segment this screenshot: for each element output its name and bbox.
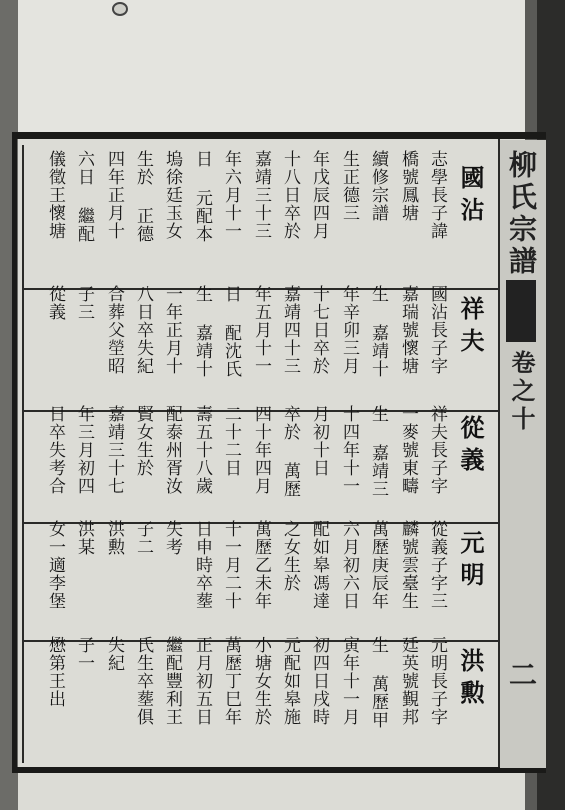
text-column: 四十年四月 <box>251 405 271 495</box>
text-column: 失紀 <box>104 636 124 672</box>
text-column: 配泰州胥汝 <box>162 405 182 495</box>
text-column: 國沾長子字 <box>427 285 447 375</box>
person-name: 洪勲 <box>456 648 485 712</box>
text-column: 氏生卒塟俱 <box>133 636 153 726</box>
text-column: 之女生於 <box>280 520 300 592</box>
text-column: 橋號鳳塘 <box>398 150 418 222</box>
text-column: 生正德三 <box>339 150 359 222</box>
text-column: 生 嘉靖三 <box>368 405 388 498</box>
spine-volume: 卷之十 <box>507 350 536 434</box>
text-column: 元配如皋施 <box>280 636 300 726</box>
text-column: 元明長子字 <box>427 636 447 726</box>
text-column: 生 嘉靖十 <box>368 285 388 378</box>
text-column: 從義 <box>45 285 65 321</box>
text-column: 續修宗譜 <box>368 150 388 222</box>
text-column: 十四年十一 <box>339 405 359 495</box>
spine-fishtail-mark <box>506 280 536 342</box>
person-name: 祥夫 <box>456 296 485 360</box>
frame-bottom-rule <box>12 767 546 773</box>
text-column: 年六月十一 <box>221 150 241 240</box>
person-name: 國沾 <box>456 165 485 229</box>
text-column: 十八日卒於 <box>280 150 300 240</box>
text-column: 日卒失考合 <box>45 405 65 495</box>
frame-left-rule <box>12 132 17 773</box>
text-column: 洪某 <box>74 520 94 556</box>
text-column: 合葬父塋昭 <box>104 285 124 375</box>
text-column: 日申時卒塟 <box>192 520 212 610</box>
text-column: 子三 <box>74 285 94 321</box>
text-column: 八日卒失紀 <box>133 285 153 375</box>
frame-top-rule <box>12 132 546 139</box>
text-column: 從義子字三 <box>427 520 447 610</box>
text-column: 月初十日 <box>309 405 329 477</box>
text-column: 萬歷庚辰年 <box>368 520 388 610</box>
text-column: 初四日戌時 <box>309 636 329 726</box>
text-column: 塢徐廷玉女 <box>162 150 182 240</box>
text-column: 六月初六日 <box>339 520 359 610</box>
text-column: 十七日卒於 <box>309 285 329 375</box>
text-column: 志學長子諱 <box>427 150 447 240</box>
text-column: 年戊辰四月 <box>309 150 329 240</box>
person-name: 元明 <box>456 530 485 594</box>
text-column: 生 萬歷甲 <box>368 636 388 729</box>
text-column: 廷英號覲邦 <box>398 636 418 726</box>
text-column: 繼配豐利王 <box>162 636 182 726</box>
text-column: 生於 正德 <box>133 150 153 243</box>
text-column: 六日 繼配 <box>74 150 94 243</box>
text-column: 年辛卯三月 <box>339 285 359 375</box>
text-column: 嘉瑞號懷塘 <box>398 285 418 375</box>
text-column: 寅年十一月 <box>339 636 359 726</box>
text-column: 四年正月十 <box>104 150 124 240</box>
text-column: 卒於 萬歷 <box>280 405 300 498</box>
spine-page-number: 二 <box>505 660 538 692</box>
text-column: 嘉靖四十三 <box>280 285 300 375</box>
text-column: 儀徵王懷塘 <box>45 150 65 240</box>
text-column: 麟號雲臺生 <box>398 520 418 610</box>
text-column: 嘉靖三十三 <box>251 150 271 240</box>
text-column: 女一適李堡 <box>45 520 65 610</box>
text-column: 子一 <box>74 636 94 672</box>
text-column: 正月初五日 <box>192 636 212 726</box>
top-margin <box>18 0 540 132</box>
text-column: 小塘女生於 <box>251 636 271 726</box>
text-column: 年五月十一 <box>251 285 271 375</box>
text-column: 萬歷乙未年 <box>251 520 271 610</box>
text-column: 萬歷丁巳年 <box>221 636 241 726</box>
frame-inner-left-rule <box>22 145 24 763</box>
binding-hole <box>112 2 128 16</box>
text-column: 年三月初四 <box>74 405 94 495</box>
text-column: 二十二日 <box>221 405 241 477</box>
text-column: 懋第王出 <box>45 636 65 708</box>
person-name: 從義 <box>456 415 485 479</box>
text-column: 嘉靖三十七 <box>104 405 124 495</box>
text-column: 日 配沈氏 <box>221 285 241 378</box>
text-column: 生 嘉靖十 <box>192 285 212 378</box>
text-column: 祥夫長子字 <box>427 405 447 495</box>
text-column: 洪勲 <box>104 520 124 556</box>
text-column: 十一月二十 <box>221 520 241 610</box>
text-column: 一年正月十 <box>162 285 182 375</box>
text-column: 失考 <box>162 520 182 556</box>
text-column: 賢女生於 <box>133 405 153 477</box>
text-column: 一麥號東疇 <box>398 405 418 495</box>
text-column: 子二 <box>133 520 153 556</box>
spine-divider <box>498 139 500 767</box>
text-column: 壽五十八歲 <box>192 405 212 495</box>
spine-title: 柳氏宗譜 <box>505 150 538 278</box>
text-column: 日 元配本 <box>192 150 212 243</box>
text-column: 配如皋馮達 <box>309 520 329 610</box>
